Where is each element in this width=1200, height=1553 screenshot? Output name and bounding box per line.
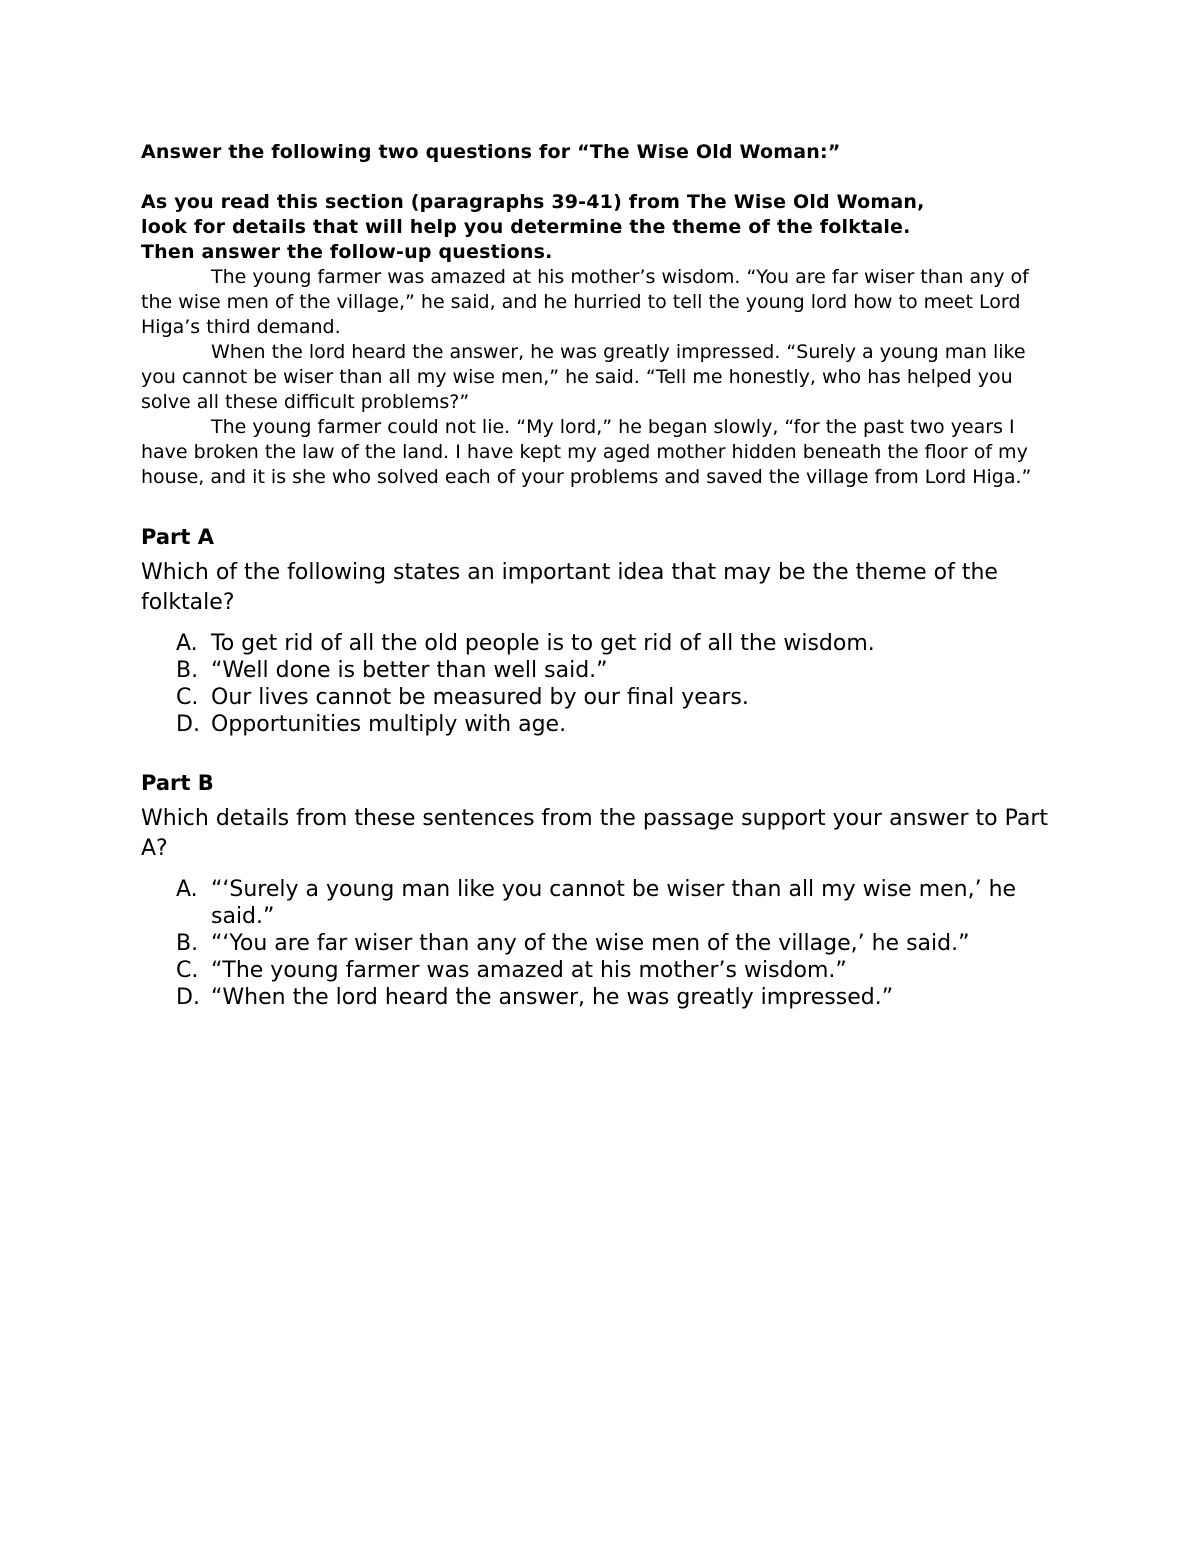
option-letter: C. (176, 685, 199, 710)
part-a-heading: Part A (141, 525, 214, 549)
option-item (141, 684, 1051, 711)
instructions (141, 190, 1051, 265)
option-letter: C. (176, 958, 199, 983)
passage-paragraph: The young farmer was amazed at his mother’s wisdom. “You are far wiser than any of the wise men of the village,” he said, and he hurried to tell the young lord how to meet Lord Higa’s third demand. (141, 266, 1029, 338)
part-b-question: Which details from these sentences from the passage support your answer to Part A? (141, 806, 1049, 861)
option-letter: D. (176, 985, 200, 1010)
passage (141, 265, 1051, 490)
document-title: Answer the following two questions for “The Wise Old Woman:” (141, 141, 841, 163)
option-text: To get rid of all the old people is to get rid of all the wisdom. (211, 631, 875, 656)
option-item (141, 630, 1051, 657)
passage-paragraph: The young farmer could not lie. “My lord,” he began slowly, “for the past two years I have broken the law of the land. I have kept my aged mother hidden beneath the floor of my house, and it is she who solved each of your problems and saved the village from Lord Higa.” (141, 416, 1032, 488)
option-letter: B. (176, 658, 199, 683)
option-letter: B. (176, 931, 199, 956)
part-a-question: Which of the following states an important idea that may be the theme of the folktale? (141, 560, 998, 615)
option-text: “The young farmer was amazed at his mother’s wisdom.” (211, 958, 847, 983)
option-text: “‘You are far wiser than any of the wise men of the village,’ he said.” (211, 931, 970, 956)
option-letter: D. (176, 712, 200, 737)
option-item (141, 711, 1051, 738)
option-text: “When the lord heard the answer, he was greatly impressed.” (211, 985, 894, 1010)
option-item (141, 657, 1051, 684)
part-b-heading: Part B (141, 771, 214, 795)
option-text: “Well done is better than well said.” (211, 658, 608, 683)
option-item (141, 957, 1051, 984)
option-item (141, 876, 1051, 930)
option-letter: A. (176, 877, 198, 902)
part-a-options (141, 630, 1051, 738)
instructions-line: As you read this section (paragraphs 39-41) from The Wise Old Woman, (141, 191, 925, 213)
option-text: “‘Surely a young man like you cannot be wiser than all my wise men,’ he said.” (211, 877, 1017, 929)
option-item (141, 930, 1051, 957)
instructions-line: look for details that will help you determine the theme of the folktale. (141, 216, 911, 238)
passage-paragraph: When the lord heard the answer, he was greatly impressed. “Surely a young man like you cannot be wiser than all my wise men,” he said. “Tell me honestly, who has helped you solve all these difficult problems?” (141, 341, 1026, 413)
option-item (141, 984, 1051, 1011)
option-text: Opportunities multiply with age. (211, 712, 567, 737)
document-page (141, 140, 1051, 1011)
option-letter: A. (176, 631, 198, 656)
instructions-line: Then answer the follow-up questions. (141, 241, 553, 263)
part-b-options (141, 876, 1051, 1011)
option-text: Our lives cannot be measured by our final years. (211, 685, 749, 710)
